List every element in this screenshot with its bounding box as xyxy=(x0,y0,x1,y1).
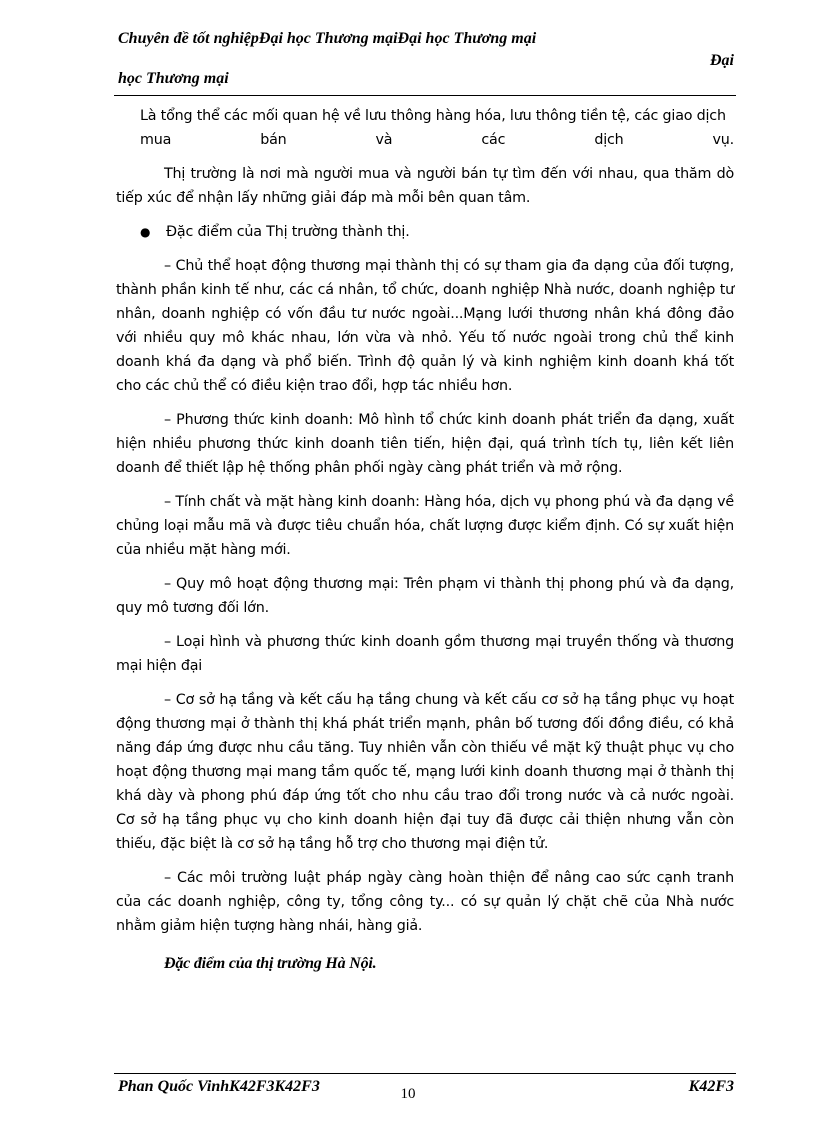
paragraph-infrastructure: – Cơ sở hạ tầng và kết cấu hạ tầng chung và kết cấu cơ sở hạ tầng phục vụ hoạt động thương mại ở thành thị khá phát triển mạnh, phân bố tương đối đồng điều, có khả năng đáp ứng được nhu cầu tăng. Tuy nhiên vẫn còn thiếu về mặt kỹ thuật phục vụ cho hoạt động thương mại mang tầm quốc tế, mạng lưới kinh doanh thương mại ở thành thị khá dày và phong phú đáp ứng tốt cho nhu cầu trao đổi trong nước và cả nước ngoài. Cơ sở hạ tầng phục vụ cho kinh doanh hiện đại tuy đã được cải thiện nhưng vẫn còn thiếu, đặc biệt là cơ sở hạ tầng hỗ trợ cho thương mại điện tử. xyxy=(116,692,734,852)
header-title-line2: học Thương mại xyxy=(118,70,229,87)
paragraph-definition-line2: mua bán và các dịch vụ. xyxy=(140,132,734,148)
header-rule xyxy=(114,95,736,96)
page-body xyxy=(116,104,734,986)
paragraph-scale: – Quy mô hoạt động thương mại: Trên phạm vi thành thị phong phú và đa dạng, quy mô tương đối lớn. xyxy=(116,576,734,616)
paragraph-goods-nature: – Tính chất và mặt hàng kinh doanh: Hàng hóa, dịch vụ phong phú và đa dạng về chủng loại mẫu mã và được tiêu chuẩn hóa, chất lượng được kiểm định. Có sự xuất hiện của nhiều mặt hàng mới. xyxy=(116,494,734,558)
footer-author: Phan Quốc VinhK42F3K42F3 xyxy=(118,1078,320,1095)
paragraph-definition-line1: Là tổng thể các mối quan hệ về lưu thông hàng hóa, lưu thông tiền tệ, các giao dịch xyxy=(140,108,726,124)
bullet-dot-icon: ● xyxy=(140,225,151,239)
paragraph-business-methods: – Phương thức kinh doanh: Mô hình tổ chức kinh doanh phát triển đa dạng, xuất hiện nhiều phương thức kinh doanh tiên tiến, hiện đại, quá trình tích tụ, liên kết liên doanh để thiết lập hệ thống phân phối ngày càng phát triển và mở rộng. xyxy=(116,412,734,476)
paragraph-legal-environment: – Các môi trường luật pháp ngày càng hoàn thiện để nâng cao sức cạnh tranh của các doanh nghiệp, công ty, tổng công ty... có sự quản lý chặt chẽ của Nhà nước nhằm giảm hiện tượng hàng nhái, hàng giả. xyxy=(116,870,734,934)
bullet-text: Đặc điểm của Thị trường thành thị. xyxy=(166,224,410,240)
header-title-line1: Chuyên đề tốt nghiệpĐại học Thương mạiĐại học Thương mại xyxy=(118,30,537,47)
section-heading-hanoi: Đặc điểm của thị trường Hà Nội. xyxy=(164,955,377,972)
footer-class-code: K42F3 xyxy=(688,1078,734,1095)
bullet-item xyxy=(116,220,734,244)
header-title-right: Đại xyxy=(710,52,734,69)
paragraph-business-types: – Loại hình và phương thức kinh doanh gồm thương mại truyền thống và thương mại hiện đại xyxy=(116,634,734,674)
footer-rule xyxy=(114,1073,736,1074)
paragraph-market-meaning: Thị trường là nơi mà người mua và người bán tự tìm đến với nhau, qua thăm dò tiếp xúc để nhận lấy những giải đáp mà mỗi bên quan tâm. xyxy=(116,166,734,206)
page-number: 10 xyxy=(400,1086,416,1102)
paragraph-subjects: – Chủ thể hoạt động thương mại thành thị có sự tham gia đa dạng của đối tượng, thành phần kinh tế như, các cá nhân, tổ chức, doanh nghiệp Nhà nước, doanh nghiệp tư nhân, doanh nghiệp có vốn đầu tư nước ngoài...Mạng lưới thương nhân khá đông đảo với nhiều quy mô khác nhau, lớn vừa và nhỏ. Yếu tố nước ngoài trong chủ thể kinh doanh khá đa dạng và phổ biến. Trình độ quản lý và kinh nghiệm kinh doanh khá tốt cho các chủ thể có điều kiện trao đổi, hợp tác nhiều hơn. xyxy=(116,258,734,394)
